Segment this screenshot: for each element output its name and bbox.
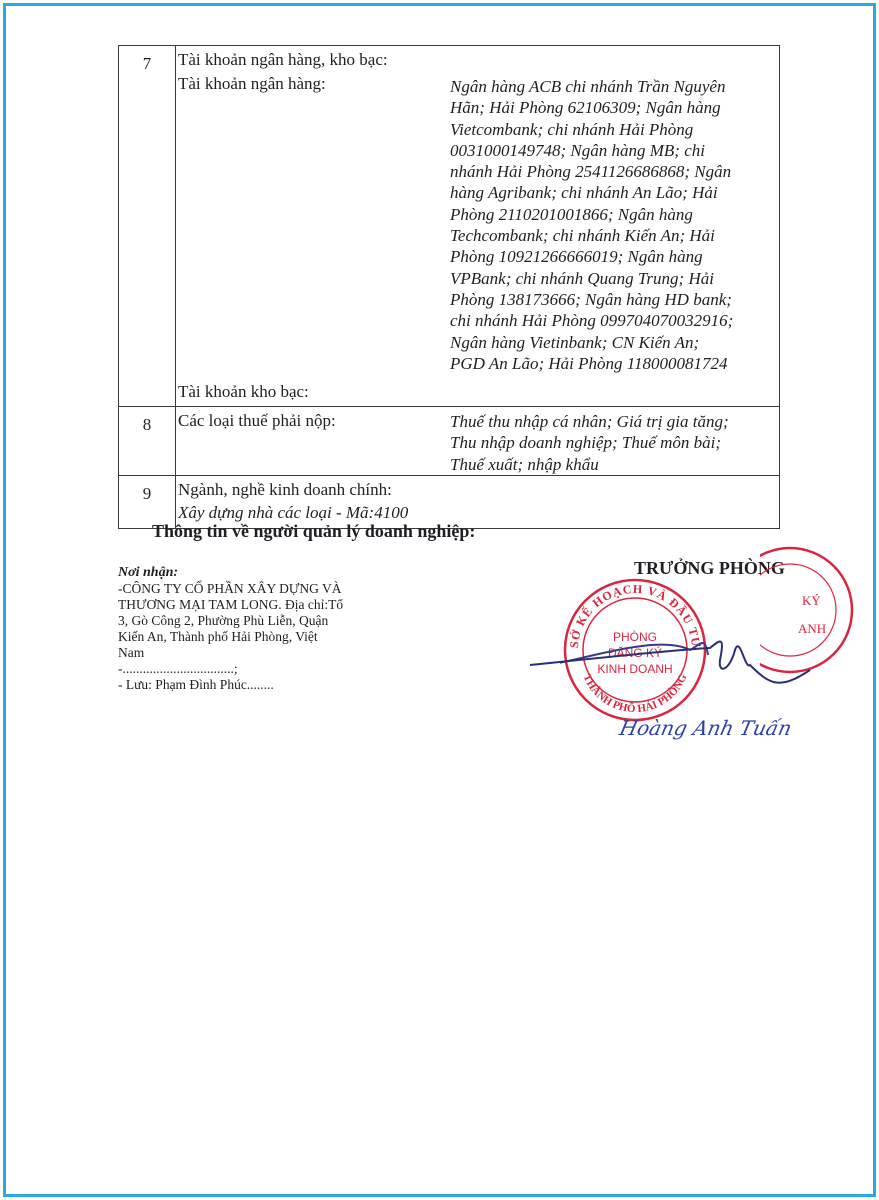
- recipients-heading: Nơi nhận:: [118, 565, 179, 580]
- text-line: PGD An Lão; Hải Phòng 118000081724: [450, 353, 728, 373]
- recipients-block: [118, 565, 388, 693]
- text-line: Vietcombank; chi nhánh Hải Phòng: [450, 119, 694, 139]
- text-line: Nam: [118, 645, 145, 660]
- tax-label: Các loại thuế phải nộp:: [178, 411, 336, 430]
- signature-scribble: [520, 630, 820, 710]
- text-line: Kiến An, Thành phố Hải Phòng, Việt: [118, 629, 318, 644]
- treasury-account-label: Tài khoản kho bạc:: [178, 382, 309, 401]
- text-line: Thu nhập doanh nghiệp; Thuế môn bài;: [450, 433, 722, 453]
- info-table: [118, 45, 780, 529]
- manager-section-title: Thông tin về người quản lý doanh nghiệp:: [152, 521, 476, 541]
- text-line: Thuế thu nhập cá nhân; Giá trị gia tăng;: [450, 412, 729, 431]
- text-line: -.................................;: [118, 661, 238, 676]
- signer-title: TRƯỞNG PHÒNG: [634, 558, 785, 578]
- text-line: THƯƠNG MẠI TAM LONG. Địa chỉ:Tổ: [118, 597, 344, 612]
- stamp-center-1: PHÒNG: [612, 630, 658, 644]
- text-line: 3, Gò Công 2, Phường Phù Liễn, Quận: [118, 613, 329, 628]
- text-line: -CÔNG TY CỔ PHẦN XÂY DỰNG VÀ: [118, 581, 342, 596]
- text-line: - Lưu: Phạm Đình Phúc........: [118, 677, 274, 692]
- table-row: [119, 407, 780, 476]
- svg-text:ANH: ANH: [798, 621, 827, 636]
- business-label: Ngành, nghề kinh doanh chính:: [178, 480, 392, 499]
- text-line: Techcombank; chi nhánh Kiến An; Hải: [450, 226, 715, 246]
- text-line: chi nhánh Hải Phòng 099704070032916;: [450, 311, 734, 331]
- text-line: hàng Agribank; chi nhánh An Lão; Hải: [450, 183, 718, 203]
- text-line: nhánh Hải Phòng 2541126686868; Ngân: [450, 162, 732, 182]
- bank-treasury-label: Tài khoản ngân hàng, kho bạc:: [178, 50, 388, 69]
- text-line: Phòng 10921266666019; Ngân hàng: [450, 247, 703, 267]
- table-row: [119, 46, 780, 407]
- text-line: Ngân hàng ACB chi nhánh Trần Nguyên: [450, 77, 726, 96]
- business-value: Xây dựng nhà các loại - Mã:4100: [178, 503, 409, 522]
- text-line: Hãn; Hải Phòng 62106309; Ngân hàng: [450, 98, 721, 118]
- svg-text:KÝ: KÝ: [802, 593, 821, 608]
- text-line: Phòng 138173666; Ngân hàng HD bank;: [450, 289, 732, 309]
- stamp-center-3: KINH DOANH: [597, 662, 673, 676]
- signer-name: Hoàng Anh Tuấn: [617, 716, 794, 740]
- recipients-list: [118, 581, 388, 693]
- row-number: 9: [119, 476, 176, 529]
- text-line: VPBank; chi nhánh Quang Trung; Hải: [450, 268, 714, 288]
- row-number: 8: [119, 407, 176, 476]
- text-line: 0031000149748; Ngân hàng MB; chi: [450, 140, 705, 160]
- stamp-ring-text: SỞ KẾ HOẠCH VÀ ĐẦU TƯ: [566, 581, 704, 649]
- bank-account-list: [450, 76, 780, 374]
- tax-list: [450, 411, 780, 475]
- bank-account-label: Tài khoản ngân hàng:: [178, 74, 326, 93]
- row-number: 7: [119, 46, 176, 407]
- text-line: Thuế xuất; nhập khẩu: [450, 454, 599, 474]
- text-line: Ngân hàng Vietinbank; CN Kiến An;: [450, 332, 700, 352]
- stamp-center-2: ĐĂNG KÝ: [607, 646, 663, 660]
- stamp-ring-bottom: THÀNH PHỐ HẢI PHÒNG: [580, 672, 690, 716]
- text-line: Phòng 2110201001866; Ngân hàng: [450, 204, 693, 224]
